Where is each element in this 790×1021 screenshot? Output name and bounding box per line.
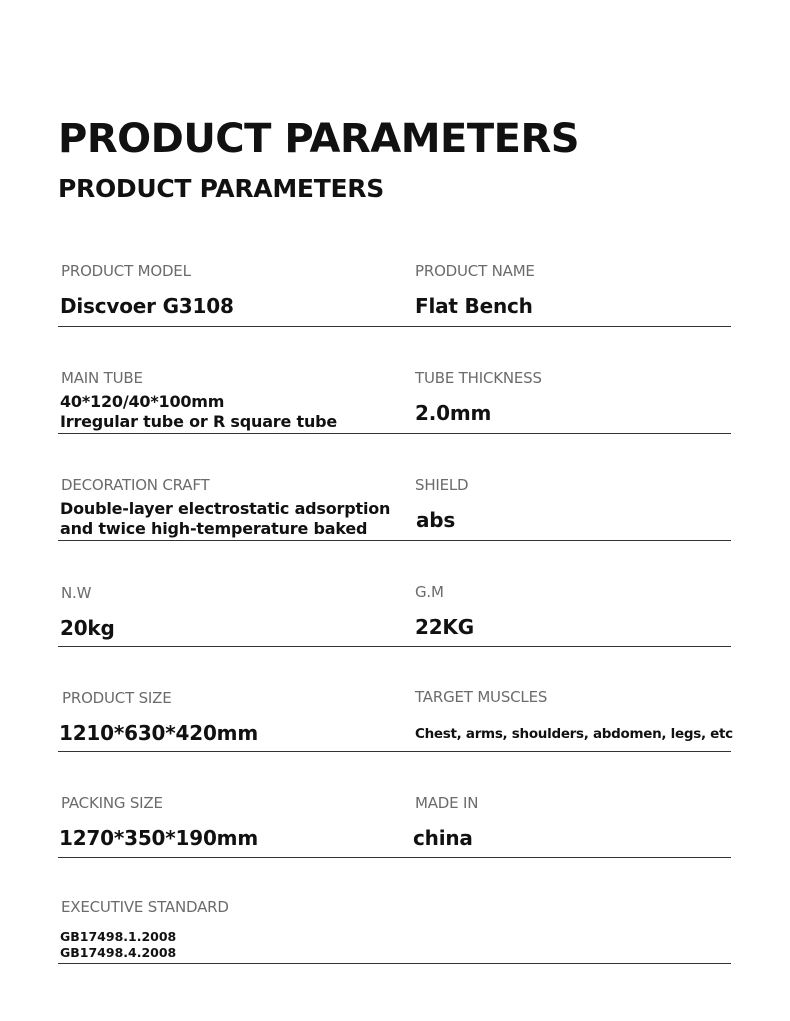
product-size-value: 1210*630*420mm	[59, 721, 258, 745]
shield-value: abs	[416, 508, 456, 532]
main-tube-line: 40*120/40*100mm	[60, 392, 225, 411]
decoration-craft-value	[60, 499, 390, 539]
product-model-value: Discvoer G3108	[60, 294, 234, 318]
main-tube-label: MAIN TUBE	[61, 369, 143, 387]
decoration-craft-line: Double-layer electrostatic adsorption	[60, 499, 391, 518]
shield-label: SHIELD	[415, 476, 469, 494]
executive-standard-value	[60, 929, 176, 961]
packing-size-label: PACKING SIZE	[61, 794, 163, 812]
row-divider	[58, 540, 731, 541]
executive-standard-line: GB17498.4.2008	[60, 945, 177, 960]
tube-thickness-label: TUBE THICKNESS	[415, 369, 542, 387]
page-subtitle: PRODUCT PARAMETERS	[58, 174, 384, 203]
row-divider	[58, 857, 731, 858]
nw-value: 20kg	[60, 616, 115, 640]
executive-standard-label: EXECUTIVE STANDARD	[61, 898, 229, 916]
main-tube-line: Irregular tube or R square tube	[60, 412, 338, 431]
tube-thickness-value: 2.0mm	[415, 401, 492, 425]
packing-size-value: 1270*350*190mm	[59, 826, 258, 850]
made-in-value: china	[413, 826, 473, 850]
product-size-label: PRODUCT SIZE	[62, 689, 172, 707]
target-muscles-label: TARGET MUSCLES	[415, 688, 548, 706]
page-title: PRODUCT PARAMETERS	[58, 116, 580, 162]
gm-label: G.M	[415, 583, 444, 601]
row-divider	[58, 751, 731, 752]
gm-value: 22KG	[415, 615, 474, 639]
decoration-craft-line: and twice high-temperature baked	[60, 519, 368, 538]
made-in-label: MADE IN	[415, 794, 479, 812]
main-tube-value	[60, 392, 337, 432]
row-divider	[58, 433, 731, 434]
nw-label: N.W	[61, 584, 92, 602]
row-divider	[58, 646, 731, 647]
row-divider	[58, 963, 731, 964]
product-name-label: PRODUCT NAME	[415, 262, 535, 280]
row-divider	[58, 326, 731, 327]
product-model-label: PRODUCT MODEL	[61, 262, 191, 280]
product-name-value: Flat Bench	[415, 294, 533, 318]
executive-standard-line: GB17498.1.2008	[60, 929, 177, 944]
decoration-craft-label: DECORATION CRAFT	[61, 476, 210, 494]
target-muscles-value: Chest, arms, shoulders, abdomen, legs, etc	[415, 726, 733, 742]
